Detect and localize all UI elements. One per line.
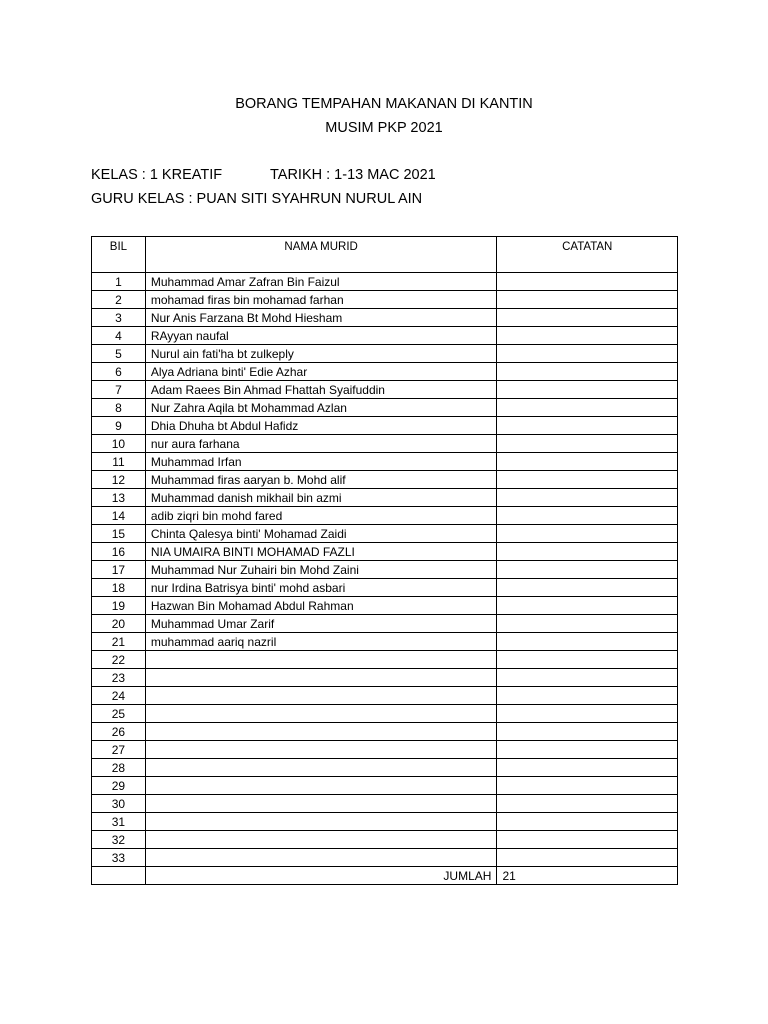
row-bil: 18 <box>92 579 146 597</box>
row-bil: 12 <box>92 471 146 489</box>
table-row <box>92 633 678 651</box>
row-bil: 2 <box>92 291 146 309</box>
row-nama-murid <box>145 831 497 849</box>
row-nama-murid: Dhia Dhuha bt Abdul Hafidz <box>145 417 497 435</box>
row-catatan <box>497 831 678 849</box>
row-bil: 1 <box>92 273 146 291</box>
row-bil: 9 <box>92 417 146 435</box>
column-header-catatan: CATATAN <box>497 237 678 273</box>
table-header-row <box>92 237 678 273</box>
table-row <box>92 363 678 381</box>
row-nama-murid: Muhammad Umar Zarif <box>145 615 497 633</box>
table-row <box>92 579 678 597</box>
row-nama-murid: Hazwan Bin Mohamad Abdul Rahman <box>145 597 497 615</box>
table-row <box>92 849 678 867</box>
row-catatan <box>497 741 678 759</box>
row-catatan <box>497 579 678 597</box>
row-catatan <box>497 633 678 651</box>
row-bil: 25 <box>92 705 146 723</box>
row-nama-murid: adib ziqri bin mohd fared <box>145 507 497 525</box>
row-nama-murid <box>145 705 497 723</box>
row-catatan <box>497 291 678 309</box>
row-catatan <box>497 813 678 831</box>
column-header-nama-murid: NAMA MURID <box>145 237 497 273</box>
row-bil: 17 <box>92 561 146 579</box>
table-row <box>92 651 678 669</box>
table-row <box>92 669 678 687</box>
row-catatan <box>497 471 678 489</box>
row-catatan <box>497 615 678 633</box>
row-catatan <box>497 273 678 291</box>
row-catatan <box>497 327 678 345</box>
column-header-bil: BIL <box>92 237 146 273</box>
row-catatan <box>497 777 678 795</box>
table-row <box>92 399 678 417</box>
row-nama-murid <box>145 723 497 741</box>
row-catatan <box>497 453 678 471</box>
row-nama-murid <box>145 741 497 759</box>
row-bil: 20 <box>92 615 146 633</box>
row-nama-murid <box>145 795 497 813</box>
table-row <box>92 687 678 705</box>
table-row <box>92 471 678 489</box>
table-row <box>92 741 678 759</box>
row-nama-murid: nur Irdina Batrisya binti' mohd asbari <box>145 579 497 597</box>
total-empty-cell <box>92 867 146 885</box>
row-catatan <box>497 795 678 813</box>
row-nama-murid: Chinta Qalesya binti' Mohamad Zaidi <box>145 525 497 543</box>
order-table <box>91 236 678 885</box>
row-catatan <box>497 849 678 867</box>
row-nama-murid: Muhammad Irfan <box>145 453 497 471</box>
table-row <box>92 273 678 291</box>
row-catatan <box>497 651 678 669</box>
row-bil: 27 <box>92 741 146 759</box>
total-value: 21 <box>497 867 678 885</box>
row-catatan <box>497 435 678 453</box>
row-nama-murid <box>145 813 497 831</box>
row-bil: 5 <box>92 345 146 363</box>
table-row <box>92 525 678 543</box>
row-bil: 8 <box>92 399 146 417</box>
date-label: TARIKH : 1-13 MAC 2021 <box>270 167 436 183</box>
row-nama-murid <box>145 759 497 777</box>
row-nama-murid: NIA UMAIRA BINTI MOHAMAD FAZLI <box>145 543 497 561</box>
table-row <box>92 831 678 849</box>
row-bil: 30 <box>92 795 146 813</box>
row-bil: 32 <box>92 831 146 849</box>
row-bil: 3 <box>92 309 146 327</box>
row-nama-murid: nur aura farhana <box>145 435 497 453</box>
row-catatan <box>497 705 678 723</box>
row-nama-murid <box>145 849 497 867</box>
table-row <box>92 561 678 579</box>
table-row <box>92 453 678 471</box>
table-row <box>92 705 678 723</box>
table-row <box>92 615 678 633</box>
total-label: JUMLAH <box>145 867 497 885</box>
table-row <box>92 327 678 345</box>
row-catatan <box>497 759 678 777</box>
row-catatan <box>497 669 678 687</box>
row-nama-murid: Alya Adriana binti' Edie Azhar <box>145 363 497 381</box>
row-catatan <box>497 507 678 525</box>
table-row <box>92 381 678 399</box>
row-catatan <box>497 417 678 435</box>
row-nama-murid: Nur Anis Farzana Bt Mohd Hiesham <box>145 309 497 327</box>
table-row <box>92 813 678 831</box>
table-row <box>92 291 678 309</box>
row-bil: 6 <box>92 363 146 381</box>
row-bil: 4 <box>92 327 146 345</box>
row-catatan <box>497 399 678 417</box>
row-bil: 31 <box>92 813 146 831</box>
row-nama-murid: mohamad firas bin mohamad farhan <box>145 291 497 309</box>
row-bil: 29 <box>92 777 146 795</box>
row-bil: 11 <box>92 453 146 471</box>
row-catatan <box>497 363 678 381</box>
row-catatan <box>497 597 678 615</box>
table-row <box>92 309 678 327</box>
row-bil: 33 <box>92 849 146 867</box>
row-nama-murid: Muhammad firas aaryan b. Mohd alif <box>145 471 497 489</box>
row-catatan <box>497 381 678 399</box>
row-catatan <box>497 561 678 579</box>
table-row <box>92 777 678 795</box>
form-title: BORANG TEMPAHAN MAKANAN DI KANTIN <box>235 96 533 112</box>
row-bil: 7 <box>92 381 146 399</box>
class-teacher-label: GURU KELAS : PUAN SITI SYAHRUN NURUL AIN <box>91 191 423 207</box>
row-bil: 10 <box>92 435 146 453</box>
row-bil: 13 <box>92 489 146 507</box>
row-bil: 14 <box>92 507 146 525</box>
table-row <box>92 507 678 525</box>
row-bil: 16 <box>92 543 146 561</box>
row-nama-murid: Adam Raees Bin Ahmad Fhattah Syaifuddin <box>145 381 497 399</box>
row-catatan <box>497 489 678 507</box>
row-catatan <box>497 525 678 543</box>
row-nama-murid <box>145 651 497 669</box>
row-catatan <box>497 309 678 327</box>
row-bil: 28 <box>92 759 146 777</box>
row-nama-murid <box>145 687 497 705</box>
row-bil: 19 <box>92 597 146 615</box>
form-subtitle: MUSIM PKP 2021 <box>325 120 443 136</box>
row-catatan <box>497 687 678 705</box>
row-nama-murid <box>145 669 497 687</box>
row-bil: 22 <box>92 651 146 669</box>
row-bil: 21 <box>92 633 146 651</box>
row-nama-murid: Nurul ain fati'ha bt zulkeply <box>145 345 497 363</box>
table-row <box>92 345 678 363</box>
row-nama-murid: Nur Zahra Aqila bt Mohammad Azlan <box>145 399 497 417</box>
row-bil: 15 <box>92 525 146 543</box>
row-nama-murid: Muhammad Amar Zafran Bin Faizul <box>145 273 497 291</box>
class-label: KELAS : 1 KREATIF <box>91 167 223 183</box>
row-nama-murid: Muhammad danish mikhail bin azmi <box>145 489 497 507</box>
table-row <box>92 543 678 561</box>
table-row <box>92 723 678 741</box>
row-nama-murid: muhammad aariq nazril <box>145 633 497 651</box>
row-catatan <box>497 345 678 363</box>
row-bil: 26 <box>92 723 146 741</box>
total-row <box>92 867 678 885</box>
table-row <box>92 489 678 507</box>
table-row <box>92 597 678 615</box>
table-row <box>92 759 678 777</box>
row-nama-murid: RAyyan naufal <box>145 327 497 345</box>
row-catatan <box>497 723 678 741</box>
row-bil: 23 <box>92 669 146 687</box>
row-catatan <box>497 543 678 561</box>
row-nama-murid <box>145 777 497 795</box>
table-row <box>92 435 678 453</box>
table-row <box>92 795 678 813</box>
table-row <box>92 417 678 435</box>
row-nama-murid: Muhammad Nur Zuhairi bin Mohd Zaini <box>145 561 497 579</box>
row-bil: 24 <box>92 687 146 705</box>
